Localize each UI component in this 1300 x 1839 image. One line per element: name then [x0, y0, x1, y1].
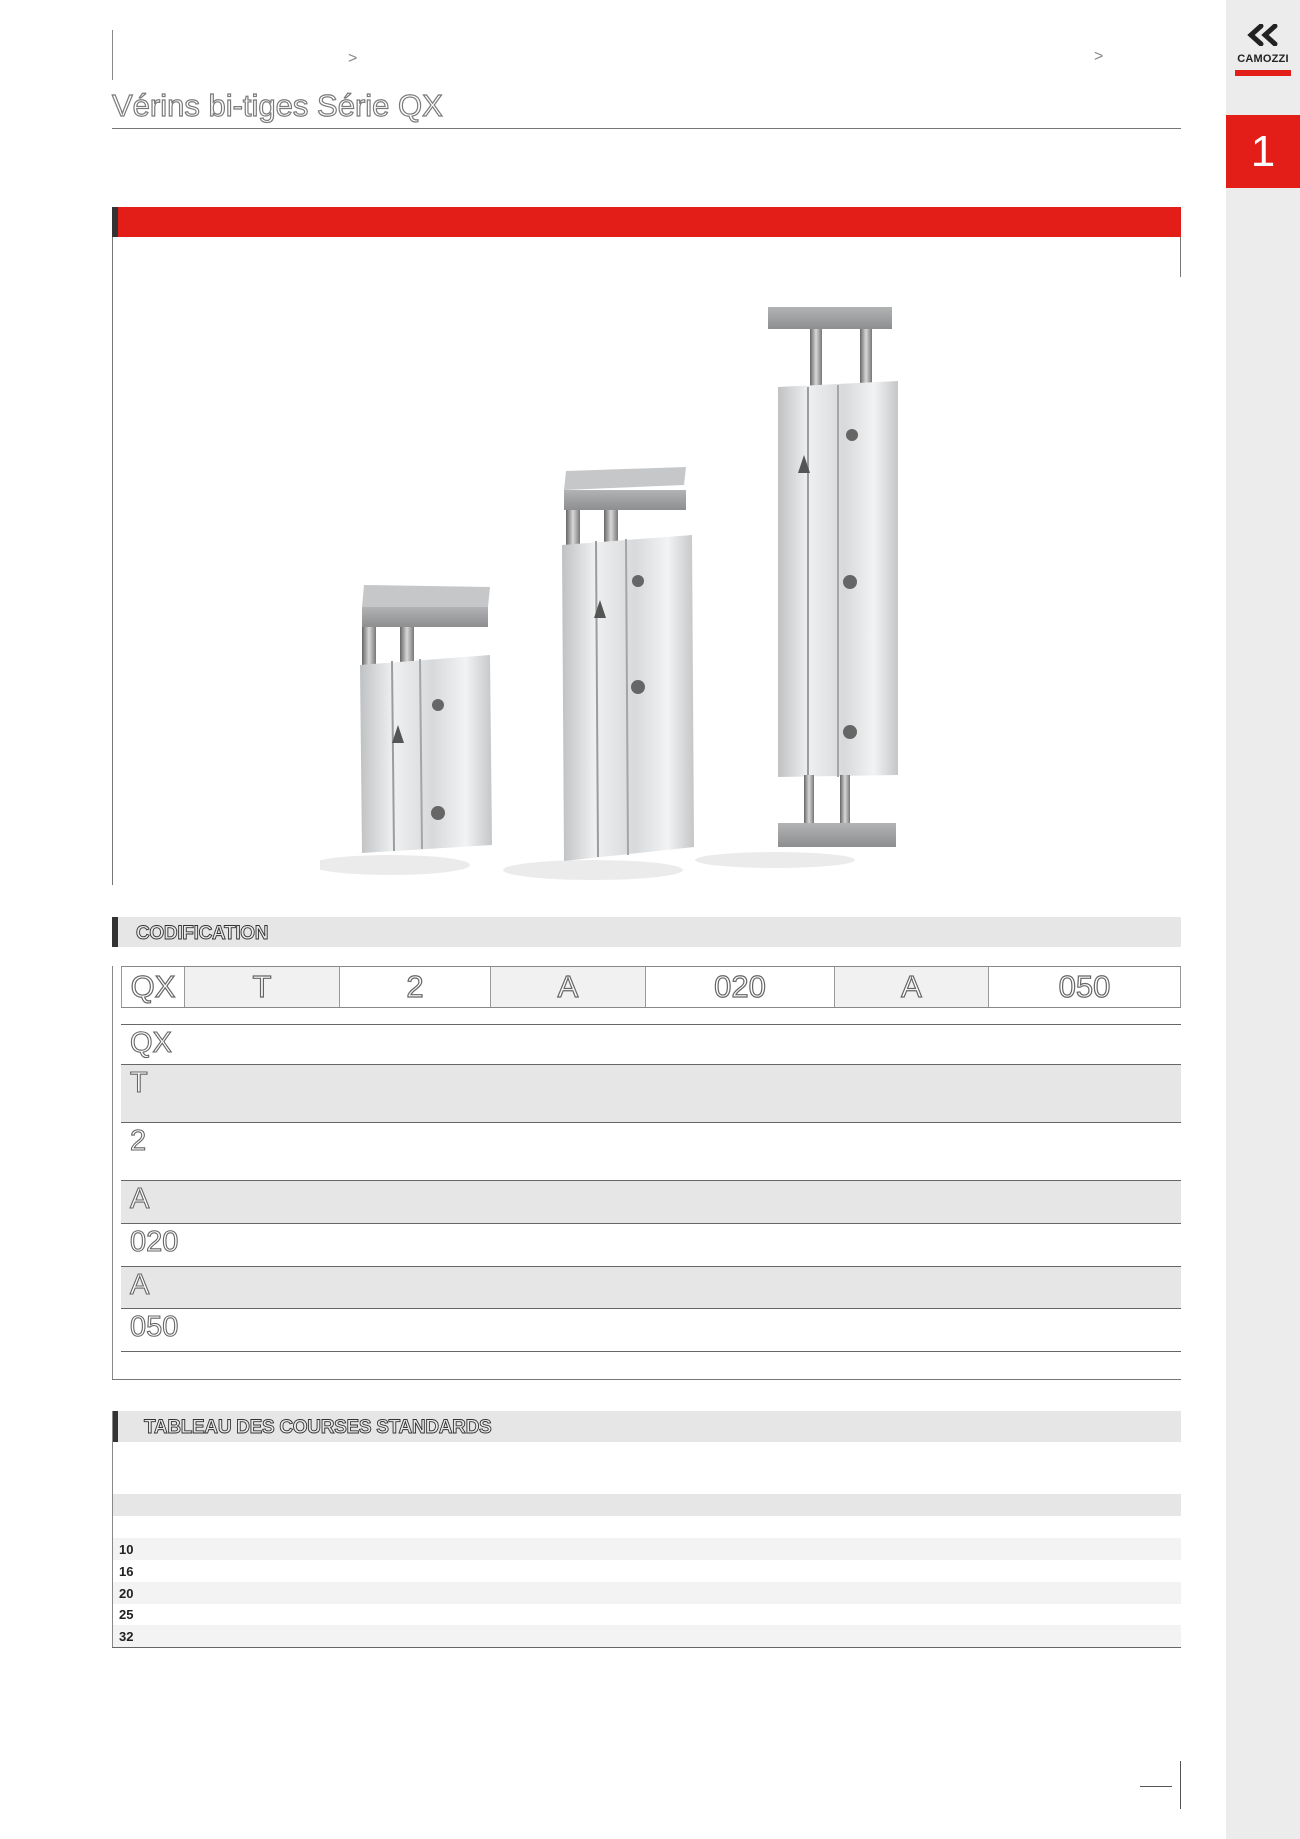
camozzi-logo-icon	[1246, 24, 1280, 46]
breadcrumb-separator: >	[1094, 48, 1104, 65]
table-row	[112, 1582, 1181, 1604]
legend-code: 050	[130, 1311, 179, 1343]
product-right-rule	[1180, 237, 1181, 277]
footer-rule	[1180, 1761, 1181, 1809]
breadcrumb-separator: >	[348, 50, 358, 67]
product-section-bar	[112, 207, 1181, 237]
footer-dash	[1140, 1786, 1172, 1787]
bore-size: 20	[119, 1586, 134, 1601]
legend-row	[121, 1309, 1181, 1352]
logo-red-bar	[1235, 70, 1291, 76]
legend-row	[121, 1065, 1181, 1123]
code-part-series: QX	[121, 967, 184, 1007]
legend-code: 2	[130, 1125, 147, 1157]
legend-code: QX	[130, 1027, 172, 1059]
sidebar-strip	[1226, 0, 1300, 1839]
product-photo-cylinders	[320, 295, 930, 895]
table-row	[112, 1560, 1181, 1582]
legend-code: A	[130, 1269, 150, 1301]
bore-size: 16	[119, 1564, 134, 1579]
legend-code: A	[130, 1183, 150, 1215]
codification-left-rule	[112, 966, 113, 1380]
cylinder-medium	[503, 467, 694, 880]
code-part-bore: 020	[645, 967, 834, 1007]
bore-size: 10	[119, 1542, 134, 1557]
codification-heading-tick	[112, 917, 118, 947]
code-part-stroke: 050	[988, 967, 1181, 1007]
codification-heading-bar	[112, 917, 1181, 947]
legend-row	[121, 1025, 1181, 1065]
legend-code: 020	[130, 1226, 179, 1258]
strokes-bottom-rule	[112, 1647, 1181, 1648]
bore-size: 25	[119, 1607, 134, 1622]
header-left-rule	[112, 30, 113, 80]
chapter-number: 1	[1250, 126, 1276, 176]
cylinder-long	[695, 307, 898, 868]
table-row	[112, 1625, 1181, 1647]
code-part-variant: 2	[339, 967, 490, 1007]
codification-heading: CODIFICATION	[136, 923, 269, 944]
strokes-table-header	[112, 1494, 1181, 1516]
legend-row	[121, 1181, 1181, 1224]
legend-row	[121, 1267, 1181, 1309]
chapter-tab[interactable]	[1226, 115, 1300, 188]
cylinder-small	[320, 585, 492, 875]
brand-name: CAMOZZI	[1237, 53, 1289, 65]
strokes-left-rule	[112, 1411, 113, 1648]
table-row	[112, 1603, 1181, 1625]
code-example-row	[121, 966, 1181, 1008]
brand-logo	[1226, 24, 1300, 76]
legend-row	[121, 1224, 1181, 1267]
legend-code: T	[130, 1067, 148, 1099]
bore-size: 32	[119, 1629, 134, 1644]
strokes-heading: TABLEAU DES COURSES STANDARDS	[144, 1417, 492, 1438]
table-row	[112, 1538, 1181, 1560]
product-left-rule	[112, 237, 113, 885]
page-title: Vérins bi-tiges Série QX	[112, 88, 443, 123]
code-part-version: A	[490, 967, 645, 1007]
code-part-type: T	[184, 967, 339, 1007]
product-section-bar-tick	[112, 207, 118, 237]
codification-bottom-rule	[112, 1379, 1181, 1380]
legend-row	[121, 1123, 1181, 1181]
code-part-option: A	[834, 967, 988, 1007]
title-rule	[112, 128, 1181, 129]
